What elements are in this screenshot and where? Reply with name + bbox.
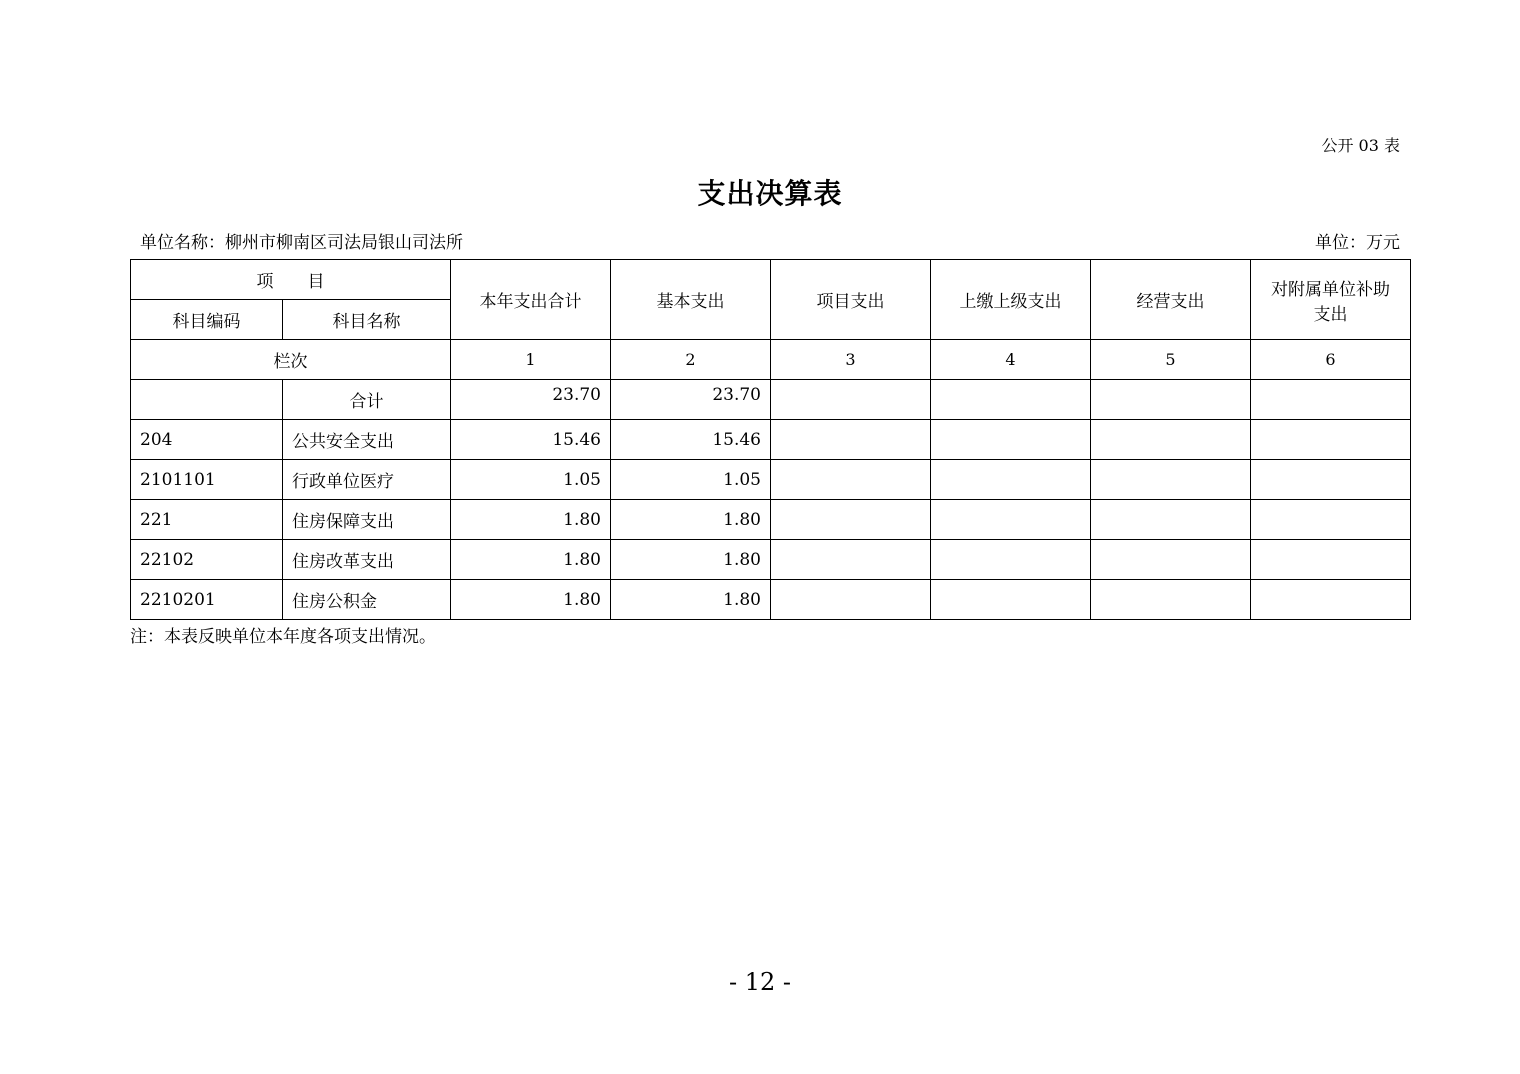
page-title: 支出决算表 xyxy=(697,177,843,210)
total-value: 1.80 xyxy=(451,580,611,620)
subject-code: 2101101 xyxy=(131,460,283,500)
empty-cell xyxy=(931,540,1091,580)
empty-cell xyxy=(1251,540,1411,580)
empty-cell xyxy=(1251,460,1411,500)
empty-cell xyxy=(1091,460,1251,500)
empty-cell xyxy=(771,500,931,540)
column-number: 1 xyxy=(451,340,611,380)
total-code-cell xyxy=(131,380,283,420)
empty-cell xyxy=(771,460,931,500)
subject-name: 公共安全支出 xyxy=(283,420,451,460)
total-value: 1.80 xyxy=(451,500,611,540)
table-row xyxy=(131,540,1411,580)
column-number-row xyxy=(131,340,1411,380)
basic-value: 1.80 xyxy=(611,500,771,540)
empty-cell xyxy=(1251,380,1411,420)
expenditure-table xyxy=(130,259,1411,620)
empty-cell xyxy=(1091,420,1251,460)
empty-cell xyxy=(1091,380,1251,420)
total-value: 23.70 xyxy=(451,380,611,420)
unit-name: 单位名称：柳州市柳南区司法局银山司法所 xyxy=(140,233,463,253)
column-number: 4 xyxy=(931,340,1091,380)
unit-label: 单位：万元 xyxy=(1315,233,1400,253)
header-business-expenditure: 经营支出 xyxy=(1091,260,1251,340)
table-row xyxy=(131,420,1411,460)
basic-value: 1.80 xyxy=(611,580,771,620)
empty-cell xyxy=(1091,580,1251,620)
table-row xyxy=(131,500,1411,540)
basic-value: 1.05 xyxy=(611,460,771,500)
empty-cell xyxy=(771,380,931,420)
subject-name: 住房保障支出 xyxy=(283,500,451,540)
empty-cell xyxy=(1251,420,1411,460)
empty-cell xyxy=(1091,500,1251,540)
empty-cell xyxy=(931,460,1091,500)
total-value: 15.46 xyxy=(451,420,611,460)
header-subsidy-expenditure: 对附属单位补助支出 xyxy=(1251,260,1411,340)
column-number: 3 xyxy=(771,340,931,380)
table-row xyxy=(131,580,1411,620)
basic-value: 15.46 xyxy=(611,420,771,460)
empty-cell xyxy=(931,420,1091,460)
column-number: 5 xyxy=(1091,340,1251,380)
empty-cell xyxy=(931,380,1091,420)
subject-name: 住房改革支出 xyxy=(283,540,451,580)
empty-cell xyxy=(931,500,1091,540)
page-number: - 12 - xyxy=(728,968,791,996)
total-value: 1.05 xyxy=(451,460,611,500)
total-label: 合计 xyxy=(283,380,451,420)
table-row xyxy=(131,460,1411,500)
total-value: 1.80 xyxy=(451,540,611,580)
column-number: 2 xyxy=(611,340,771,380)
subject-code: 2210201 xyxy=(131,580,283,620)
header-name: 科目名称 xyxy=(283,300,451,340)
header-item: 项 目 xyxy=(131,260,451,300)
subject-name: 行政单位医疗 xyxy=(283,460,451,500)
header-basic-expenditure: 基本支出 xyxy=(611,260,771,340)
header-remit-expenditure: 上缴上级支出 xyxy=(931,260,1091,340)
total-basic-value: 23.70 xyxy=(611,380,771,420)
header-project-expenditure: 项目支出 xyxy=(771,260,931,340)
subject-code: 22102 xyxy=(131,540,283,580)
header-row-1 xyxy=(131,260,1411,300)
empty-cell xyxy=(1251,580,1411,620)
empty-cell xyxy=(771,420,931,460)
subject-name: 住房公积金 xyxy=(283,580,451,620)
header-code: 科目编码 xyxy=(131,300,283,340)
header-total-expenditure: 本年支出合计 xyxy=(451,260,611,340)
lanci-label: 栏次 xyxy=(131,340,451,380)
empty-cell xyxy=(771,540,931,580)
table-note: 注：本表反映单位本年度各项支出情况。 xyxy=(130,627,436,647)
empty-cell xyxy=(771,580,931,620)
empty-cell xyxy=(931,580,1091,620)
empty-cell xyxy=(1251,500,1411,540)
form-number: 公开 03 表 xyxy=(1321,136,1400,155)
basic-value: 1.80 xyxy=(611,540,771,580)
subject-code: 221 xyxy=(131,500,283,540)
column-number: 6 xyxy=(1251,340,1411,380)
total-row xyxy=(131,380,1411,420)
empty-cell xyxy=(1091,540,1251,580)
subject-code: 204 xyxy=(131,420,283,460)
